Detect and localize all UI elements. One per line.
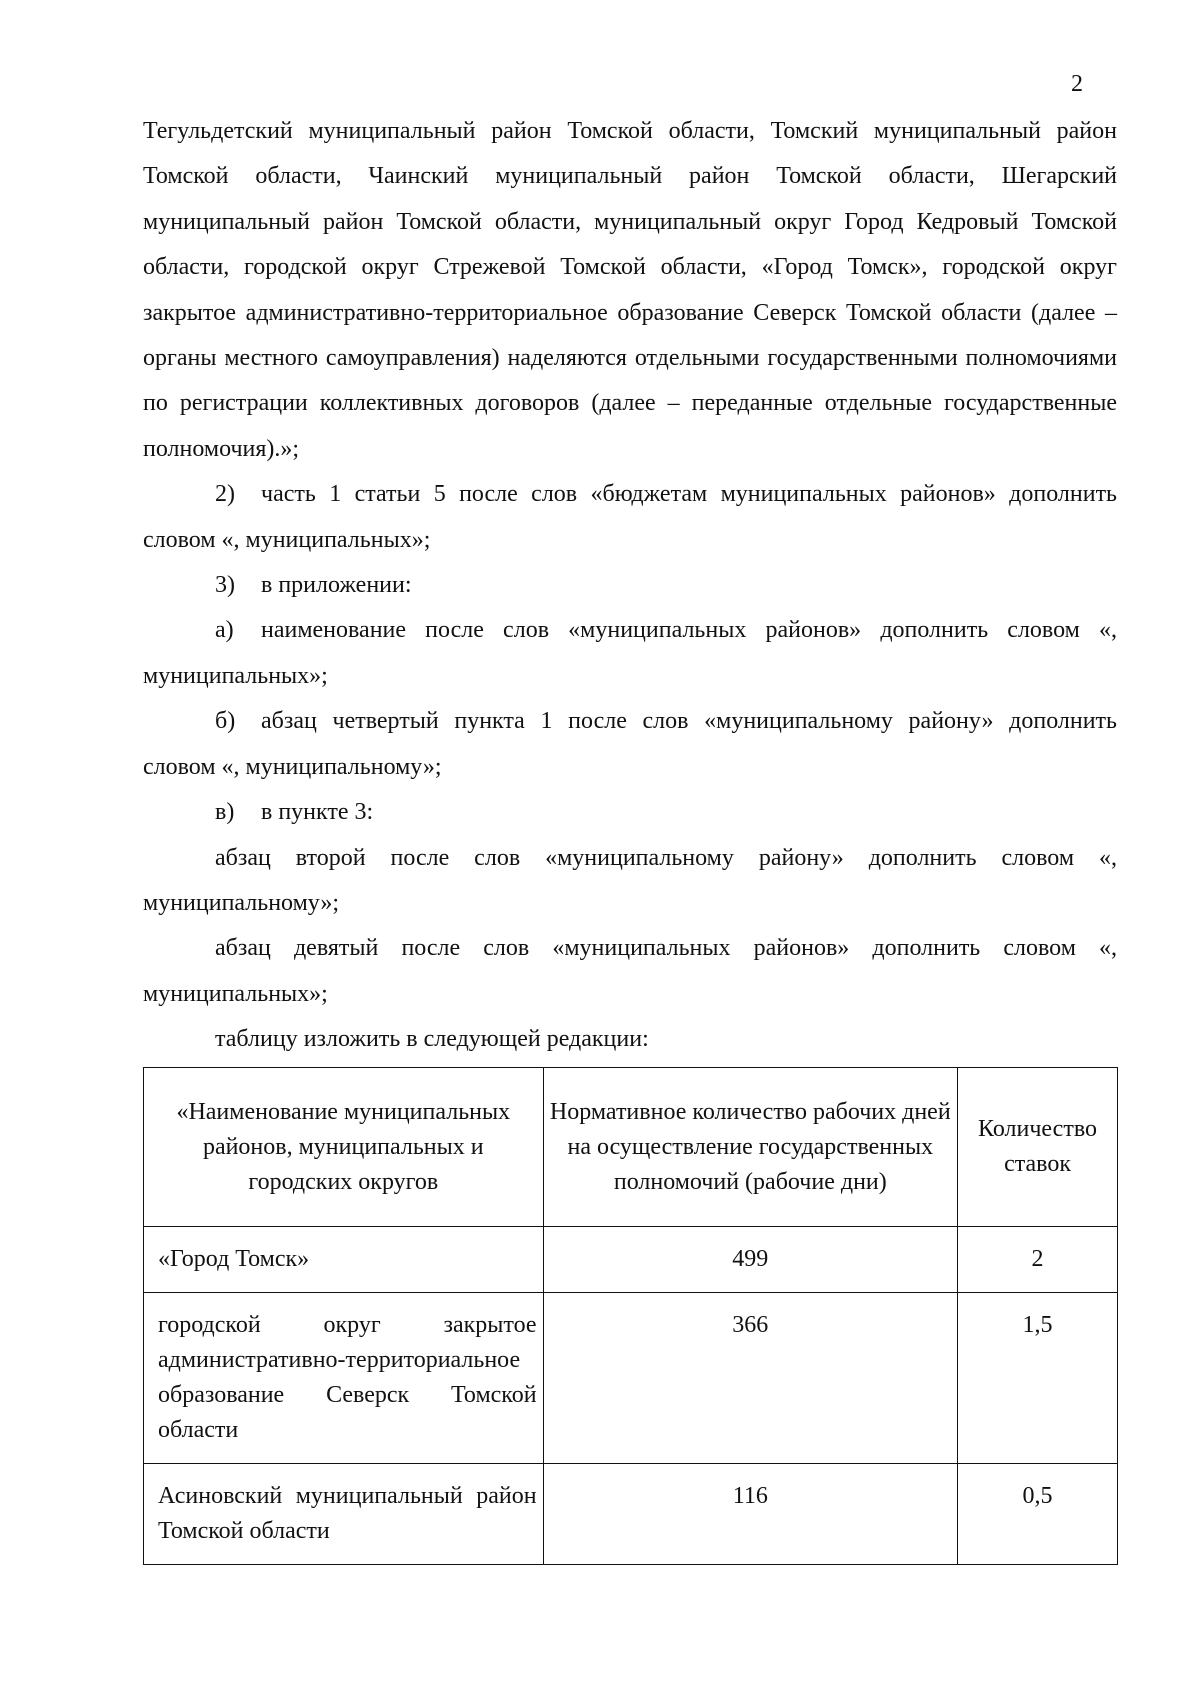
cell-rates: 1,5	[958, 1293, 1118, 1464]
header-days: Нормативное количество рабочих дней на осуществление государственных полномочий (рабочие дни)	[543, 1068, 957, 1227]
cell-rates: 0,5	[958, 1464, 1118, 1565]
item-number: 2)	[215, 481, 235, 508]
item-number: в)	[215, 799, 235, 826]
table-header-row	[144, 1068, 1118, 1227]
cell-days: 366	[543, 1293, 957, 1464]
paragraph: абзац девятый после слов «муниципальных районов» дополнить словом «, муниципальных»;	[143, 935, 1117, 1007]
list-item	[143, 699, 1117, 790]
cell-days: 116	[543, 1464, 957, 1565]
item-text: наименование после слов «муниципальных районов» дополнить словом «, муниципальных»;	[143, 617, 1117, 689]
item-number: б)	[215, 708, 236, 735]
list-item	[143, 790, 1117, 835]
paragraph: таблицу изложить в следующей редакции:	[215, 1026, 649, 1053]
item-number: 3)	[215, 572, 235, 599]
paragraph: абзац второй после слов «муниципальному району» дополнить словом «, муниципальному»;	[143, 844, 1117, 916]
item-text: абзац четвертый пункта 1 после слов «муниципальному району» дополнить словом «, муниципальному»;	[143, 708, 1117, 780]
page-number: 2	[1071, 71, 1083, 97]
item-text: в приложении:	[261, 572, 412, 599]
cell-name: городской округ закрытое административно-территориальное образование Северск Томской области	[144, 1293, 544, 1464]
item-number: а)	[215, 617, 234, 644]
continuation-paragraph: Тегульдетский муниципальный район Томской области, Томский муниципальный район Томской области, Чаинский муниципальный район Томской области, Шегарский муниципальный район Томской области, муниципальный округ Город Кедровый Томской области, городской округ Стрежевой Томской области, «Город Томск», городской округ закрытое административно-территориальное образование Северск Томской области (далее – органы местного самоуправления) наделяются отдельными государственными полномочиями по регистрации коллективных договоров (далее – переданные отдельные государственные полномочия).»;	[143, 118, 1117, 462]
cell-name: «Город Томск»	[144, 1227, 544, 1293]
list-item	[143, 608, 1117, 699]
list-item	[143, 563, 1117, 608]
table-row	[144, 1464, 1118, 1565]
list-item	[143, 472, 1117, 563]
table-row	[144, 1227, 1118, 1293]
item-text: часть 1 статьи 5 после слов «бюджетам муниципальных районов» дополнить словом «, муниципальных»;	[143, 481, 1117, 553]
cell-days: 499	[543, 1227, 957, 1293]
header-rates: Количество ставок	[958, 1068, 1118, 1227]
cell-name: Асиновский муниципальный район Томской области	[144, 1464, 544, 1565]
table-row	[144, 1293, 1118, 1464]
document-body	[143, 109, 1117, 1063]
norms-table	[143, 1067, 1118, 1565]
item-text: в пункте 3:	[261, 799, 374, 826]
cell-rates: 2	[958, 1227, 1118, 1293]
header-name: «Наименование муниципальных районов, муниципальных и городских округов	[144, 1068, 544, 1227]
